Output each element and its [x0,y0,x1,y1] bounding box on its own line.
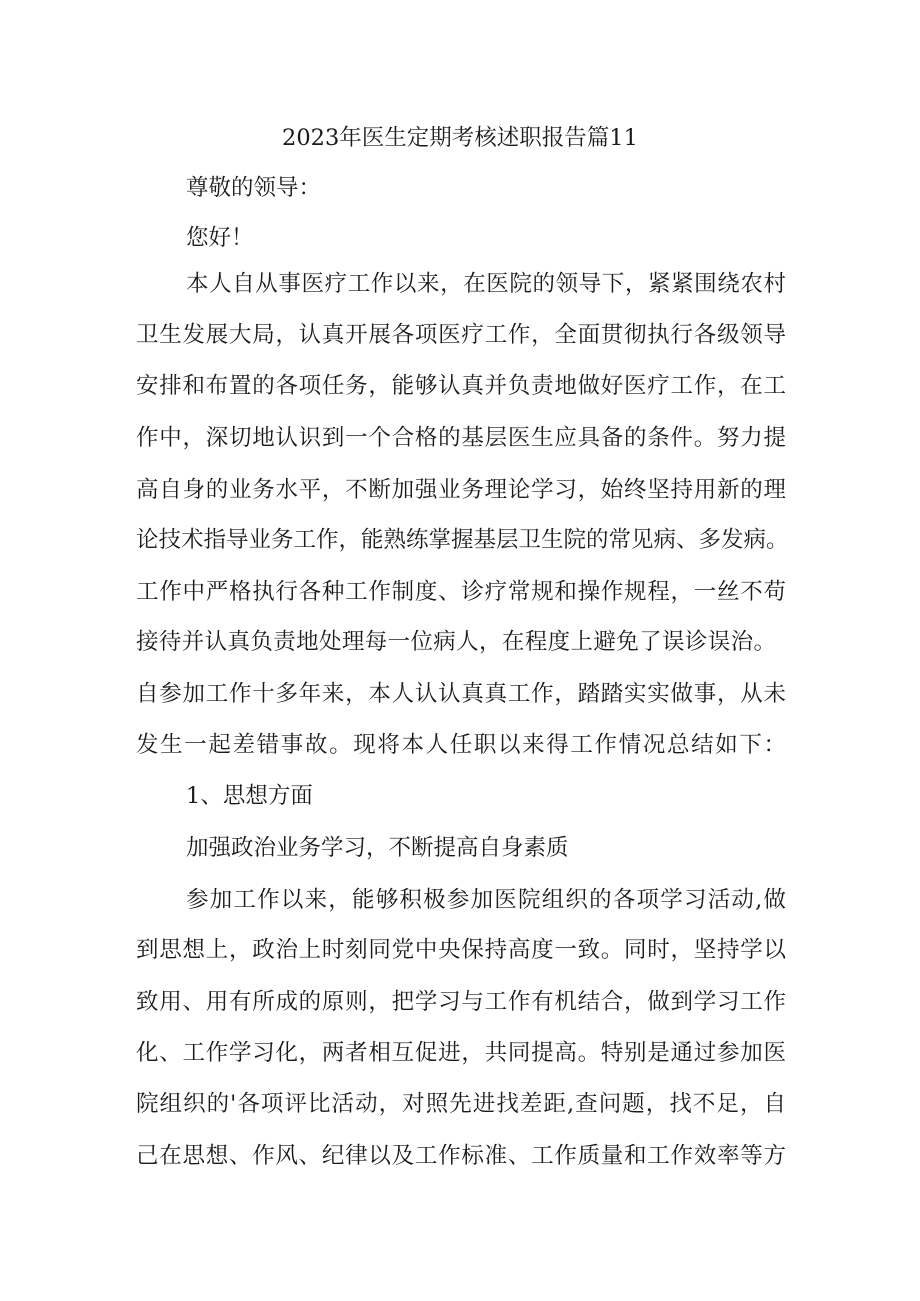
paragraph-line: 化、工作学习化，两者相互促进，共同提高。特别是通过参加医 [136,1040,786,1066]
paragraph-line: 己在思想、作风、纪律以及工作标准、工作质量和工作效率等方 [136,1143,786,1169]
paragraph-line: 致用、用有所成的原则，把学习与工作有机结合，做到学习工作 [136,989,786,1015]
salutation: 尊敬的领导： [186,175,322,201]
paragraph-line: 参加工作以来，能够积极参加医院组织的各项学习活动,做 [186,887,786,913]
paragraph-line: 论技术指导业务工作，能熟练掌握基层卫生院的常见病、多发病。 [136,527,789,553]
paragraph-line: 接待并认真负责地处理每一位病人，在程度上避免了误诊误治。 [136,629,776,655]
paragraph-line: 发生一起差错事故。现将本人任职以来得工作情况总结如下： [136,732,786,758]
paragraph-line: 卫生发展大局，认真开展各项医疗工作，全面贯彻执行各级领导 [136,322,786,348]
paragraph-line: 院组织的'各项评比活动，对照先进找差距,查问题，找不足，自 [136,1091,786,1117]
section-heading: 1、思想方面 [186,783,313,809]
section-subheading: 加强政治业务学习，不断提高自身素质 [186,835,569,861]
paragraph-line: 到思想上，政治上时刻同党中央保持高度一致。同时，坚持学以 [136,937,786,963]
greeting: 您好！ [186,225,254,251]
paragraph-line: 作中，深切地认识到一个合格的基层医生应具备的条件。努力提 [136,425,786,451]
paragraph-line: 工作中严格执行各种工作制度、诊疗常规和操作规程，一丝不苟 [136,579,786,605]
paragraph-line: 安排和布置的各项任务，能够认真并负责地做好医疗工作，在工 [136,373,786,399]
document-title: 2023年医生定期考核述职报告篇11 [282,125,638,151]
paragraph-line: 高自身的业务水平，不断加强业务理论学习，始终坚持用新的理 [136,477,786,503]
paragraph-line: 本人自从事医疗工作以来，在医院的领导下，紧紧围绕农村 [186,271,786,297]
paragraph-line: 自参加工作十多年来，本人认认真真工作，踏踏实实做事，从未 [136,681,786,707]
